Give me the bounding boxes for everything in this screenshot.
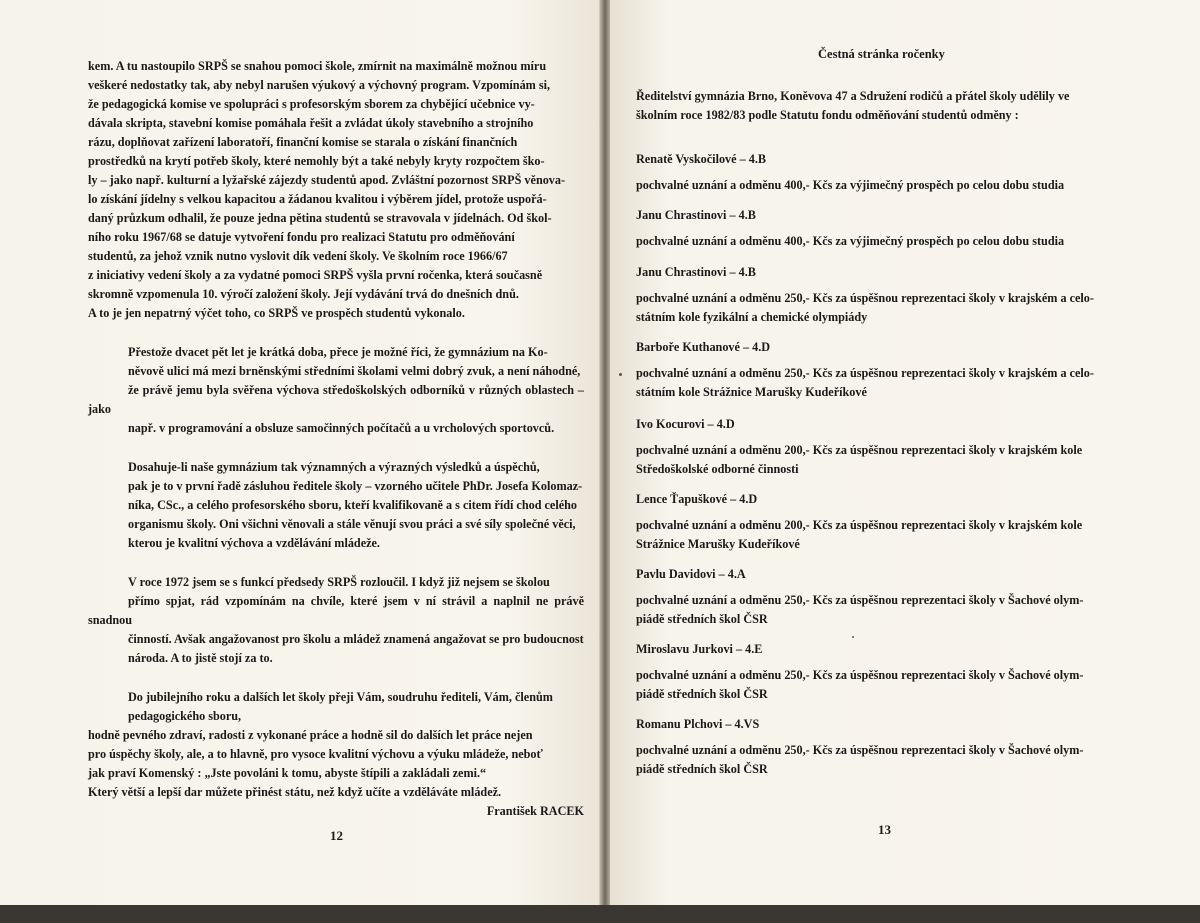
scan-speck (619, 373, 622, 376)
text-line: prostředků na krytí potřeb školy, které nemohly být a také nebyly kryty rozpočtem ško- (88, 154, 545, 168)
award-description: pochvalné uznání a odměnu 250,- Kčs za úspěšnou reprezentaci školy v Šachové olym- (636, 668, 1084, 682)
page-title: Čestná stránka ročenky (818, 47, 945, 61)
paragraph (88, 458, 584, 553)
award-description: piádě středních škol ČSR (636, 762, 768, 776)
text-line: V roce 1972 jsem se s funkcí předsedy SRPŠ rozloučil. I když již nejsem se školou (128, 575, 550, 589)
text-line: veškeré nedostatky tak, aby nebyl narušen výukový a výchovný program. Vzpomínám si, (88, 78, 551, 92)
award-entry (636, 415, 1132, 479)
text-line: národa. A to jistě stojí za to. (128, 651, 273, 665)
intro-text (636, 87, 1132, 125)
text-line: kterou je kvalitní výchova a vzdělávání mládeže. (128, 536, 380, 550)
text-line: ly – jako např. kulturní a lyžařské zájezdy studentů apod. Zvláštní pozornost SRPŠ věnova- (88, 173, 566, 187)
award-description: pochvalné uznání a odměnu 400,- Kčs za výjimečný prospěch po celou dobu studia (636, 234, 1065, 248)
paragraph (88, 726, 584, 821)
award-entry (636, 490, 1132, 554)
award-description: piádě středních škol ČSR (636, 687, 768, 701)
text-line: z iniciativy vedení školy a za vydatné pomoci SRPŠ vyšla první ročenka, která současně (88, 268, 543, 282)
text-line: např. v programování a obsluze samočinných počítačů a u vrcholových sportovců. (128, 421, 555, 435)
award-entry (636, 150, 1132, 195)
scan-edge (0, 905, 1200, 923)
award-recipient: Janu Chrastinovi – 4.B (636, 265, 756, 279)
award-recipient: Romanu Plchovi – 4.VS (636, 717, 760, 731)
text-line: ního roku 1967/68 se datuje vytvoření fondu pro realizaci Statutu pro odměňování (88, 230, 515, 244)
text-line: přímo spjat, rád vzpomínám na chvíle, které jsem v ní strávil a naplnil ne právě snadnou (88, 594, 584, 627)
award-entry (636, 338, 1132, 402)
text-line: jak praví Komenský : „Jste povoláni k tomu, abyste štípili a zakládali zemi.“ (88, 766, 487, 780)
award-recipient: Barboře Kuthanové – 4.D (636, 340, 771, 354)
book-gutter (600, 0, 610, 923)
text-line: pak je to v první řadě zásluhou ředitele školy – vzorného učitele PhDr. Josefa Kolomaz- (128, 479, 583, 493)
award-description: pochvalné uznání a odměnu 250,- Kčs za úspěšnou reprezentaci školy v krajském a celo- (636, 366, 1094, 380)
left-page-body (88, 57, 584, 821)
paragraph (88, 343, 584, 438)
award-recipient: Pavlu Davidovi – 4.A (636, 567, 746, 581)
text-line: dávala skripta, stavební komise pomáhala řešit a zvládat úkoly stavebního a strojního (88, 116, 534, 130)
text-line: níka, CSc., a celého profesorského sboru, kteří kvalifikovaně a s citem řídí chod celého (128, 498, 578, 512)
text-line: A to je jen nepatrný výčet toho, co SRPŠ ve prospěch studentů vykonalo. (88, 306, 465, 320)
award-description: pochvalné uznání a odměnu 250,- Kčs za úspěšnou reprezentaci školy v Šachové olym- (636, 743, 1084, 757)
text-line: kem. A tu nastoupilo SRPŠ se snahou pomoci škole, zmírnit na maximálně možnou míru (88, 59, 547, 73)
text-line: něvově ulici má mezi brněnskými středními školami velmi dobrý zvuk, a není náhodné, (128, 364, 581, 378)
award-entry (636, 263, 1132, 327)
signature: František RACEK (486, 804, 584, 818)
award-entry (636, 206, 1132, 251)
award-description: piádě středních škol ČSR (636, 612, 768, 626)
paragraph (88, 573, 584, 668)
award-description: státním kole Strážnice Marušky Kudeříkové (636, 385, 867, 399)
award-description: pochvalné uznání a odměnu 200,- Kčs za úspěšnou reprezentaci školy v krajském kole (636, 443, 1083, 457)
paragraph (88, 57, 584, 323)
text-line: školním roce 1982/83 podle Statutu fondu odměňování studentů odměny : (636, 108, 1019, 122)
award-recipient: Ivo Kocurovi – 4.D (636, 417, 735, 431)
text-line: Který větší a lepší dar můžete přinést státu, než když učíte a vzděláváte mládež. (88, 785, 502, 799)
scan-speck (852, 636, 854, 638)
paragraph (88, 688, 584, 726)
text-line: lo získání jídelny s velkou kapacitou a žádanou kvalitou i výběrem jídel, protože uspořá- (88, 192, 547, 206)
text-line: pedagogického sboru, (128, 709, 242, 723)
text-line: Dosahuje-li naše gymnázium tak významných a výrazných výsledků a úspěchů, (128, 460, 540, 474)
text-line: činností. Avšak angažovanost pro školu a mládež znamená angažovat se pro budoucnost (128, 632, 584, 646)
text-line: rázu, doplňovat zařízení laboratoří, finanční komise se starala o získání finančních (88, 135, 518, 149)
text-line: studentů, za jehož vznik nutno vyslovit dík vedení školy. Ve školním roce 1966/67 (88, 249, 508, 263)
text-line: Do jubilejního roku a dalších let školy přeji Vám, soudruhu řediteli, Vám, členům (128, 690, 553, 704)
award-entry (636, 715, 1132, 779)
page-number-right: 13 (878, 822, 891, 837)
award-entry (636, 565, 1132, 629)
award-recipient: Janu Chrastinovi – 4.B (636, 208, 756, 222)
award-description: státním kole fyzikální a chemické olympiády (636, 310, 868, 324)
award-description: Středoškolské odborné činnosti (636, 462, 799, 476)
text-line: že právě jemu byla svěřena výchova středoškolských odborníků v různých oblastech – jako (88, 383, 584, 416)
text-line: daný průzkum odhalil, že pouze jedna pětina studentů se stravovala v jídelnách. Od škol- (88, 211, 552, 225)
award-entry (636, 640, 1132, 704)
award-recipient: Miroslavu Jurkovi – 4.E (636, 642, 763, 656)
award-description: pochvalné uznání a odměnu 250,- Kčs za úspěšnou reprezentaci školy v krajském a celo- (636, 291, 1094, 305)
text-line: Přestože dvacet pět let je krátká doba, přece je možné říci, že gymnázium na Ko- (128, 345, 548, 359)
award-description: pochvalné uznání a odměnu 250,- Kčs za úspěšnou reprezentaci školy v Šachové olym- (636, 593, 1084, 607)
text-line: skromně vzpomenula 10. výročí založení školy. Její vydávání trvá do dnešních dnů. (88, 287, 519, 301)
text-line: organismu školy. Oni všichni věnovali a stále věnují svou práci a své síly společné věci, (128, 517, 576, 531)
text-line: hodně pevného zdraví, radosti z vykonané práce a hodně sil do dalších let práce nejen (88, 728, 533, 742)
text-line: že pedagogická komise ve spolupráci s profesorským sborem za chybějící učebnice vy- (88, 97, 535, 111)
award-description: Strážnice Marušky Kudeříkové (636, 537, 800, 551)
award-description: pochvalné uznání a odměnu 200,- Kčs za úspěšnou reprezentaci školy v krajském kole (636, 518, 1083, 532)
page-number-left: 12 (330, 828, 343, 843)
award-recipient: Lence Ťapuškové – 4.D (636, 492, 758, 506)
award-description: pochvalné uznání a odměnu 400,- Kčs za výjimečný prospěch po celou dobu studia (636, 178, 1065, 192)
text-line: pro úspěchy školy, ale, a to hlavně, pro vysoce kvalitní výchovu a výuku mládeže, neboť (88, 747, 543, 761)
text-line: Ředitelství gymnázia Brno, Koněvova 47 a Sdružení rodičů a přátel školy udělily ve (636, 89, 1070, 103)
award-recipient: Renatě Vyskočilové – 4.B (636, 152, 767, 166)
